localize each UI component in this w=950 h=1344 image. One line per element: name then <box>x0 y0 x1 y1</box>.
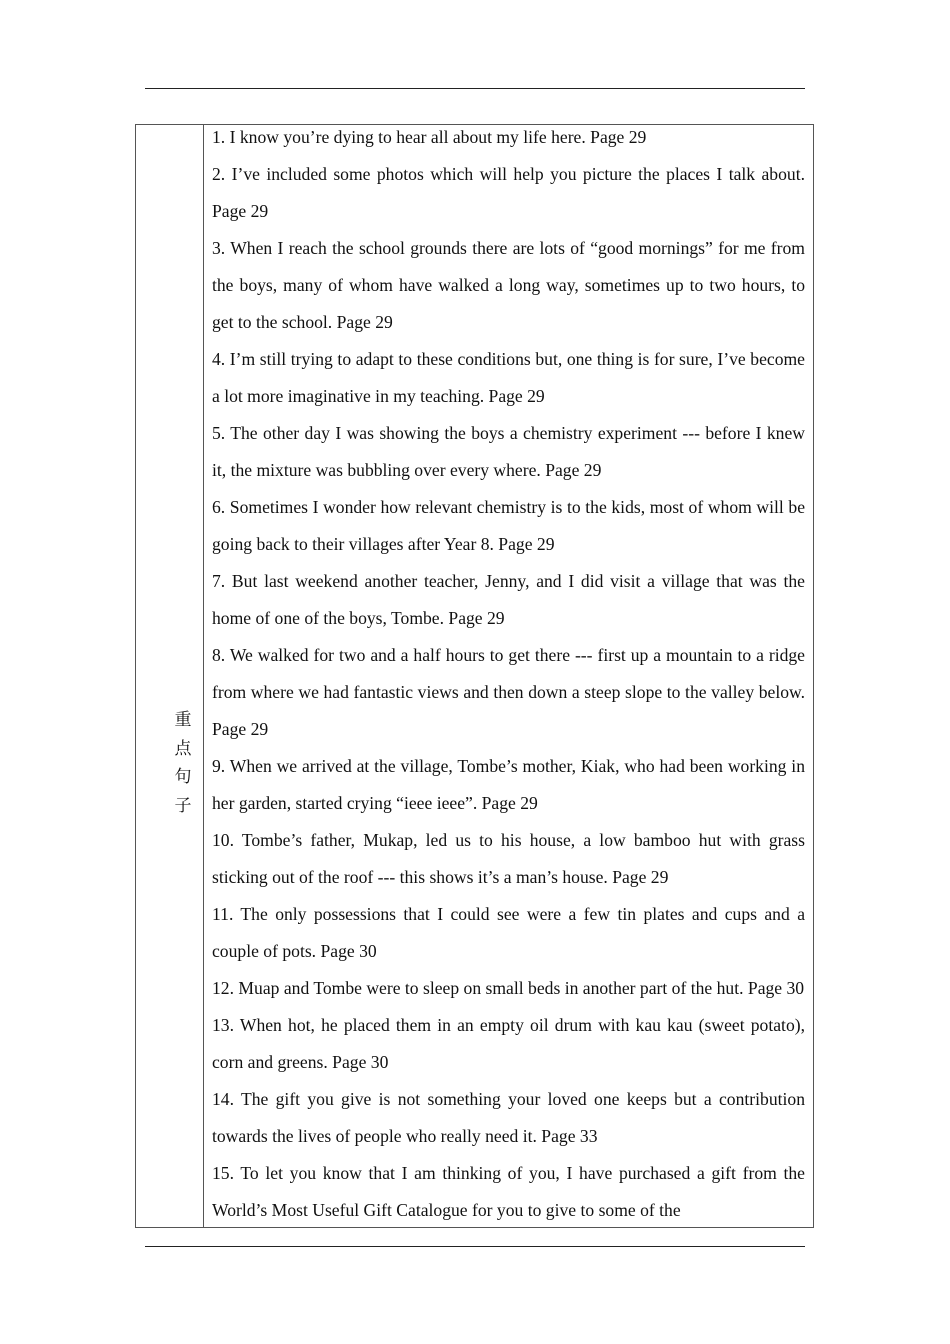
sentence-15: 15. To let you know that I am thinking of you, I have purchased a gift from the World’s Most Useful Gift Catalogue for you to give to some of the <box>212 1163 805 1220</box>
row-label-char: 句 <box>174 767 192 787</box>
footer-rule <box>145 1246 805 1247</box>
sentence-1: 1. I know you’re dying to hear all about my life here. Page 29 <box>212 127 647 147</box>
sentence-11: 11. The only possessions that I could see were a few tin plates and cups and a couple of pots. Page 30 <box>212 904 805 961</box>
row-label-char: 子 <box>174 795 192 816</box>
sentence-12: 12. Muap and Tombe were to sleep on small beds in another part of the hut. Page 30 <box>212 978 805 998</box>
header-rule <box>145 88 805 89</box>
sentence-9: 9. When we arrived at the village, Tombe’s mother, Kiak, who had been working in her garden, started crying “ieee ieee”. Page 29 <box>212 756 805 813</box>
row-label-char: 点 <box>174 738 192 759</box>
sentence-3: 3. When I reach the school grounds there are lots of “good mornings” for me from the boys, many of whom have walked a long way, sometimes up to two hours, to get to the school. Page 29 <box>212 238 805 332</box>
table-column-divider <box>203 124 204 1228</box>
sentence-4: 4. I’m still trying to adapt to these conditions but, one thing is for sure, I’ve become a lot more imaginative in my teaching. Page 29 <box>212 349 805 406</box>
sentence-13: 13. When hot, he placed them in an empty oil drum with kau kau (sweet potato), corn and greens. Page 30 <box>212 1015 805 1072</box>
sentence-2: 2. I’ve included some photos which will help you picture the places I talk about. Page 29 <box>212 164 805 221</box>
sentence-10: 10. Tombe’s father, Mukap, led us to his house, a low bamboo hut with grass sticking out of the roof --- this shows it’s a man’s house. Page 29 <box>212 830 805 887</box>
sentence-7: 7. But last weekend another teacher, Jenny, and I did visit a village that was the home of one of the boys, Tombe. Page 29 <box>212 571 805 628</box>
sentence-6: 6. Sometimes I wonder how relevant chemistry is to the kids, most of whom will be going back to their villages after Year 8. Page 29 <box>212 497 805 554</box>
sentence-5: 5. The other day I was showing the boys a chemistry experiment --- before I knew it, the mixture was bubbling over every where. Page 29 <box>212 423 805 480</box>
key-sentences-cell <box>212 119 805 1249</box>
row-label-key-sentences <box>168 706 198 820</box>
sentence-8: 8. We walked for two and a half hours to get there --- first up a mountain to a ridge from where we had fantastic views and then down a steep slope to the valley below. Page 29 <box>212 645 805 739</box>
sentence-14: 14. The gift you give is not something your loved one keeps but a contribution towards the lives of people who really need it. Page 33 <box>212 1089 805 1146</box>
row-label-char: 重 <box>174 710 192 730</box>
